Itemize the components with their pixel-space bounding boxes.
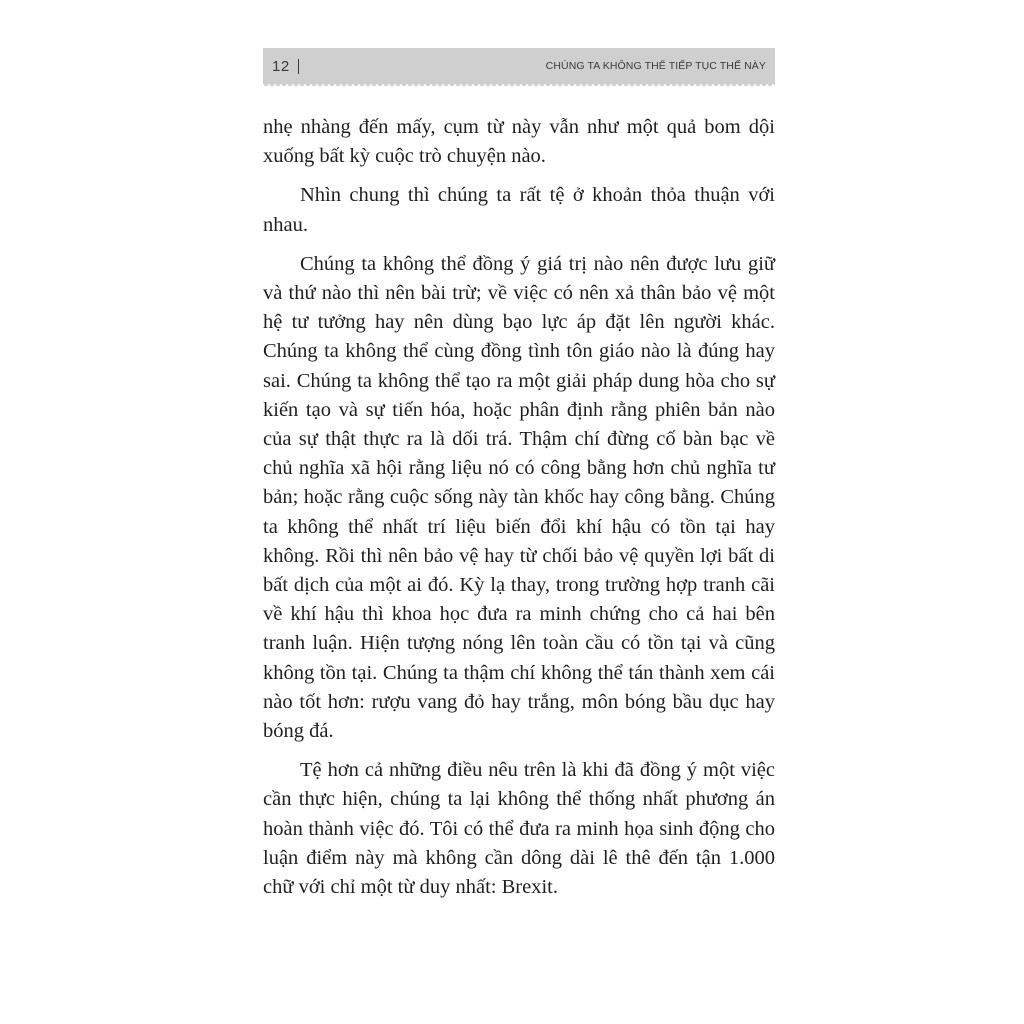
- body-text: [263, 113, 775, 902]
- paragraph-continued: nhẹ nhàng đến mấy, cụm từ này vẫn như một quả bom dội xuống bất kỳ cuộc trò chuyện nào.: [263, 116, 775, 168]
- running-title: CHÚNG TA KHÔNG THỂ TIẾP TỤC THẾ NÀY: [545, 60, 766, 72]
- header-divider: [298, 59, 299, 74]
- paragraph: Tệ hơn cả những điều nêu trên là khi đã đồng ý một việc cần thực hiện, chúng ta lại không thể thống nhất phương án hoàn thành việc đó. Tôi có thể đưa ra minh họa sinh động cho luận điểm này mà không cần dông dài lê thê đến tận 1.000 chữ với chỉ một từ duy nhất: Brexit.: [263, 759, 775, 899]
- page-number: 12: [272, 57, 290, 75]
- book-page: [263, 48, 775, 912]
- paragraph: Chúng ta không thể đồng ý giá trị nào nên được lưu giữ và thứ nào thì nên bài trừ; về việc có nên xả thân bảo vệ một hệ tư tưởng hay nên dùng bạo lực áp đặt lên người khác. Chúng ta không thể cùng đồng tình tôn giáo nào là đúng hay sai. Chúng ta không thể tạo ra một giải pháp dung hòa cho sự kiến tạo và sự tiến hóa, hoặc phân định rằng phiên bản nào của sự thật thực ra là dối trá. Thậm chí đừng cố bàn bạc về chủ nghĩa xã hội rằng liệu nó có công bằng hơn chủ nghĩa tư bản; hoặc rằng cuộc sống này tàn khốc hay công bằng. Chúng ta không thể nhất trí liệu biến đổi khí hậu có tồn tại hay không. Rồi thì nên bảo vệ hay từ chối bảo vệ quyền lợi bất di bất dịch của một ai đó. Kỳ lạ thay, trong trường hợp tranh cãi về khí hậu thì khoa học đưa ra minh chứng cho cả hai bên tranh luận. Hiện tượng nóng lên toàn cầu có tồn tại và cũng không tồn tại. Chúng ta thậm chí không thể tán thành xem cái nào tốt hơn: rượu vang đỏ hay trắng, môn bóng bầu dục hay bóng đá.: [263, 252, 775, 743]
- paragraph: Nhìn chung thì chúng ta rất tệ ở khoản thỏa thuận với nhau.: [263, 184, 775, 236]
- page-number-group: [272, 58, 299, 75]
- running-header: [263, 48, 775, 84]
